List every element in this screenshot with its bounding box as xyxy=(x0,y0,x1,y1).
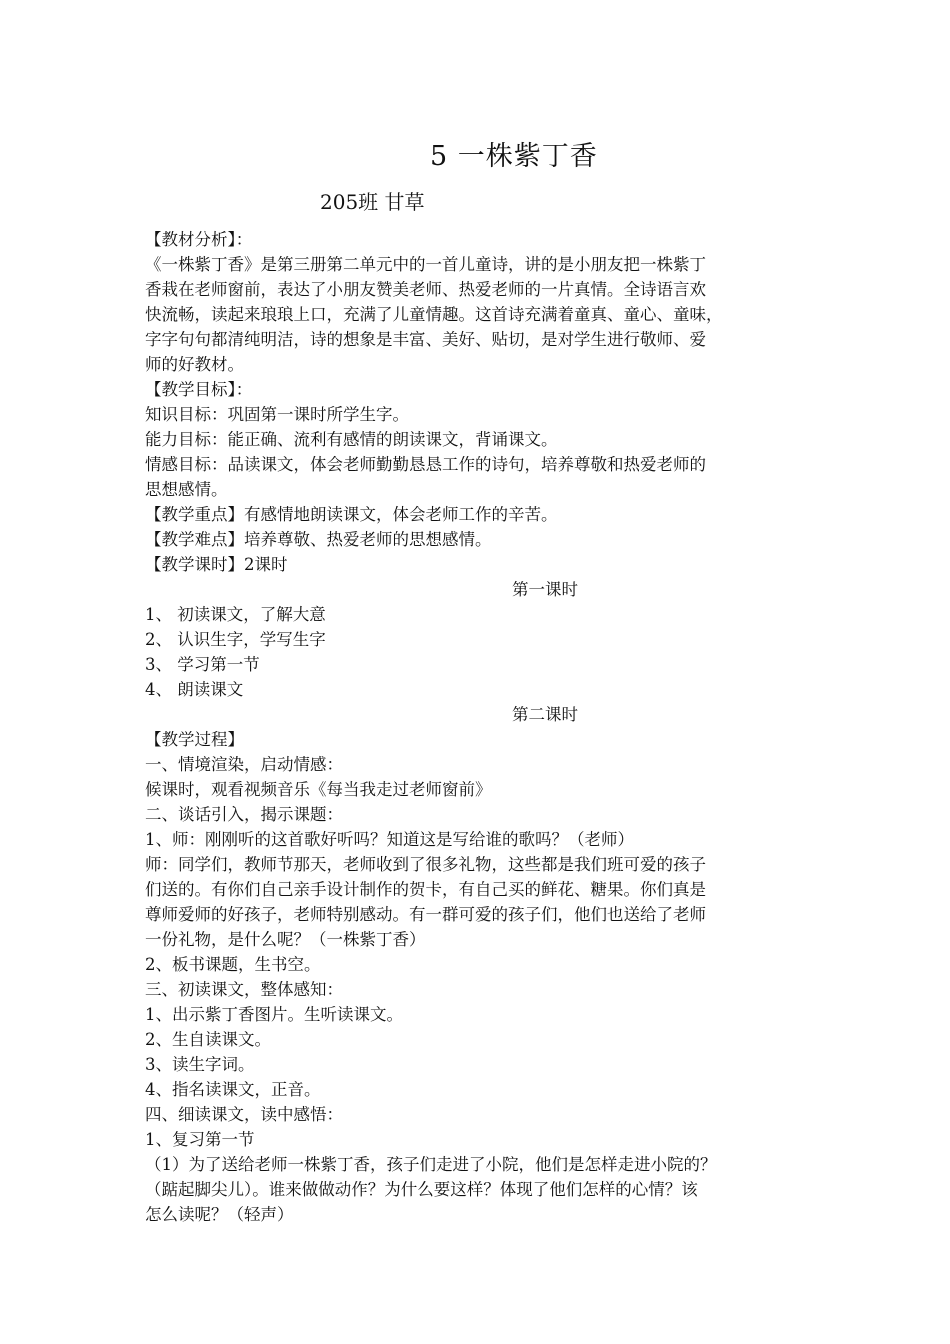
author-line: 205班 甘草 xyxy=(320,190,425,214)
text-line: 1、复习第一节 xyxy=(145,1130,255,1149)
text-line: 师：同学们，教师节那天，老师收到了很多礼物，这些都是我们班可爱的孩子 xyxy=(145,855,706,874)
text-line: 【教材分析】： xyxy=(145,230,253,249)
list-item: 1、 初读课文，了解大意 xyxy=(145,605,326,624)
text-line: 香栽在老师窗前，表达了小朋友赞美老师、热爱老师的一片真情。全诗语言欢 xyxy=(145,280,706,299)
lesson-1-list xyxy=(145,602,815,702)
text-line: （1）为了送给老师一株紫丁香，孩子们走进了小院，他们是怎样走进小院的？ xyxy=(145,1155,717,1174)
text-line: 师的好教材。 xyxy=(145,355,244,374)
text-line: 《一株紫丁香》是第三册第二单元中的一首儿童诗，讲的是小朋友把一株紫丁 xyxy=(145,255,706,274)
text-line: 们送的。有你们自己亲手设计制作的贺卡，有自己买的鲜花、糖果。你们真是 xyxy=(145,880,706,899)
text-line: 知识目标：巩固第一课时所学生字。 xyxy=(145,405,409,424)
text-line: 【教学重点】有感情地朗读课文，体会老师工作的辛苦。 xyxy=(145,505,558,524)
text-line: 一、情境渲染，启动情感： xyxy=(145,755,343,774)
lesson-2-heading: 第二课时 xyxy=(512,705,578,724)
text-line: 怎么读呢？（轻声） xyxy=(145,1205,294,1224)
text-line: 【教学过程】 xyxy=(145,730,244,749)
text-line: 字字句句都清纯明洁，诗的想象是丰富、美好、贴切，是对学生进行敬师、爱 xyxy=(145,330,706,349)
text-line: 【教学目标】： xyxy=(145,380,253,399)
text-line: 候课时，观看视频音乐《每当我走过老师窗前》 xyxy=(145,780,492,799)
text-line: 1、出示紫丁香图片。生听读课文。 xyxy=(145,1005,403,1024)
text-line: 二、谈话引入，揭示课题： xyxy=(145,805,343,824)
text-line: 思想感情。 xyxy=(145,480,228,499)
text-line: 2、生自读课文。 xyxy=(145,1030,271,1049)
list-item: 4、 朗读课文 xyxy=(145,680,244,699)
list-item: 3、 学习第一节 xyxy=(145,655,260,674)
document-title: 5 一株紫丁香 xyxy=(430,141,598,172)
text-line: 四、细读课文，读中感悟： xyxy=(145,1105,343,1124)
text-line: （踮起脚尖儿）。谁来做做动作？为什么要这样？体现了他们怎样的心情？该 xyxy=(145,1180,698,1199)
text-line: 三、初读课文，整体感知： xyxy=(145,980,343,999)
text-line: 一份礼物，是什么呢？（一株紫丁香） xyxy=(145,930,426,949)
text-line: 能力目标：能正确、流利有感情的朗读课文，背诵课文。 xyxy=(145,430,558,449)
text-line: 快流畅，读起来琅琅上口，充满了儿童情趣。这首诗充满着童真、童心、童味， xyxy=(145,305,723,324)
text-line: 尊师爱师的好孩子，老师特别感动。有一群可爱的孩子们，他们也送给了老师 xyxy=(145,905,706,924)
text-line: 3、读生字词。 xyxy=(145,1055,255,1074)
text-line: 4、指名读课文，正音。 xyxy=(145,1080,321,1099)
text-line: 【教学课时】2课时 xyxy=(145,555,288,574)
document-body xyxy=(145,227,815,1227)
list-item: 2、 认识生字，学写生字 xyxy=(145,630,326,649)
text-line: 情感目标：品读课文，体会老师勤勤恳恳工作的诗句，培养尊敬和热爱老师的 xyxy=(145,455,706,474)
lesson-1-heading: 第一课时 xyxy=(512,580,578,599)
text-line: 2、板书课题，生书空。 xyxy=(145,955,321,974)
text-line: 【教学难点】培养尊敬、热爱老师的思想感情。 xyxy=(145,530,492,549)
text-line: 1、师：刚刚听的这首歌好听吗？知道这是写给谁的歌吗？（老师） xyxy=(145,830,634,849)
